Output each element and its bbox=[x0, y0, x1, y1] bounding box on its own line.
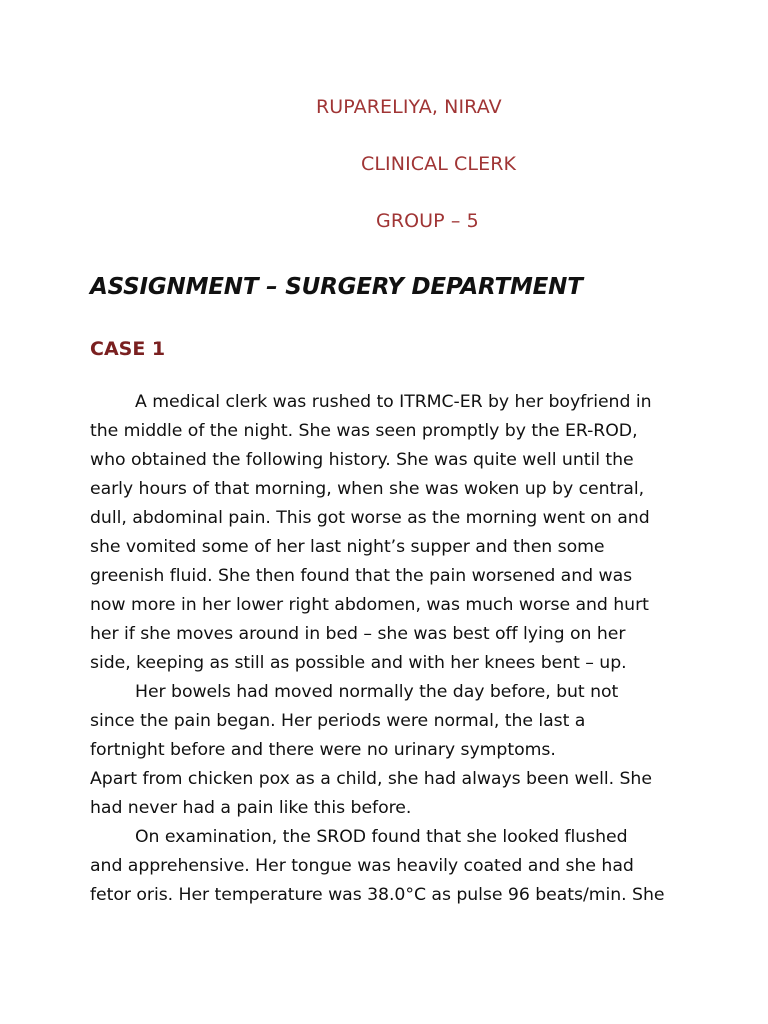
body-line: who obtained the following history. She was quite well until the bbox=[90, 450, 634, 470]
author-role: CLINICAL CLERK bbox=[361, 153, 517, 175]
body-line: Apart from chicken pox as a child, she had always been well. She bbox=[90, 769, 652, 789]
body-line: fetor oris. Her temperature was 38.0°C as pulse 96 beats/min. She bbox=[90, 885, 665, 905]
body-line: her if she moves around in bed – she was best off lying on her bbox=[90, 624, 626, 644]
body-line: A medical clerk was rushed to ITRMC-ER by her boyfriend in bbox=[135, 392, 652, 412]
body-line: fortnight before and there were no urinary symptoms. bbox=[90, 740, 556, 760]
body-line: Her bowels had moved normally the day before, but not bbox=[135, 682, 619, 702]
body-line: side, keeping as still as possible and with her knees bent – up. bbox=[90, 653, 627, 673]
document-title: ASSIGNMENT – SURGERY DEPARTMENT bbox=[90, 274, 583, 300]
author-group: GROUP – 5 bbox=[376, 210, 479, 232]
body-line: the middle of the night. She was seen promptly by the ER-ROD, bbox=[90, 421, 638, 441]
body-line: and apprehensive. Her tongue was heavily coated and she had bbox=[90, 856, 634, 876]
body-line: had never had a pain like this before. bbox=[90, 798, 412, 818]
body-line: dull, abdominal pain. This got worse as the morning went on and bbox=[90, 508, 650, 528]
body-line: greenish fluid. She then found that the pain worsened and was bbox=[90, 566, 633, 586]
body-line: since the pain began. Her periods were normal, the last a bbox=[90, 711, 586, 731]
body-line: she vomited some of her last night’s supper and then some bbox=[90, 537, 605, 557]
body-line: On examination, the SROD found that she looked flushed bbox=[135, 827, 628, 847]
case-heading: CASE 1 bbox=[90, 338, 166, 360]
author-name: RUPARELIYA, NIRAV bbox=[316, 96, 502, 118]
body-line: now more in her lower right abdomen, was much worse and hurt bbox=[90, 595, 649, 615]
body-line: early hours of that morning, when she was woken up by central, bbox=[90, 479, 645, 499]
